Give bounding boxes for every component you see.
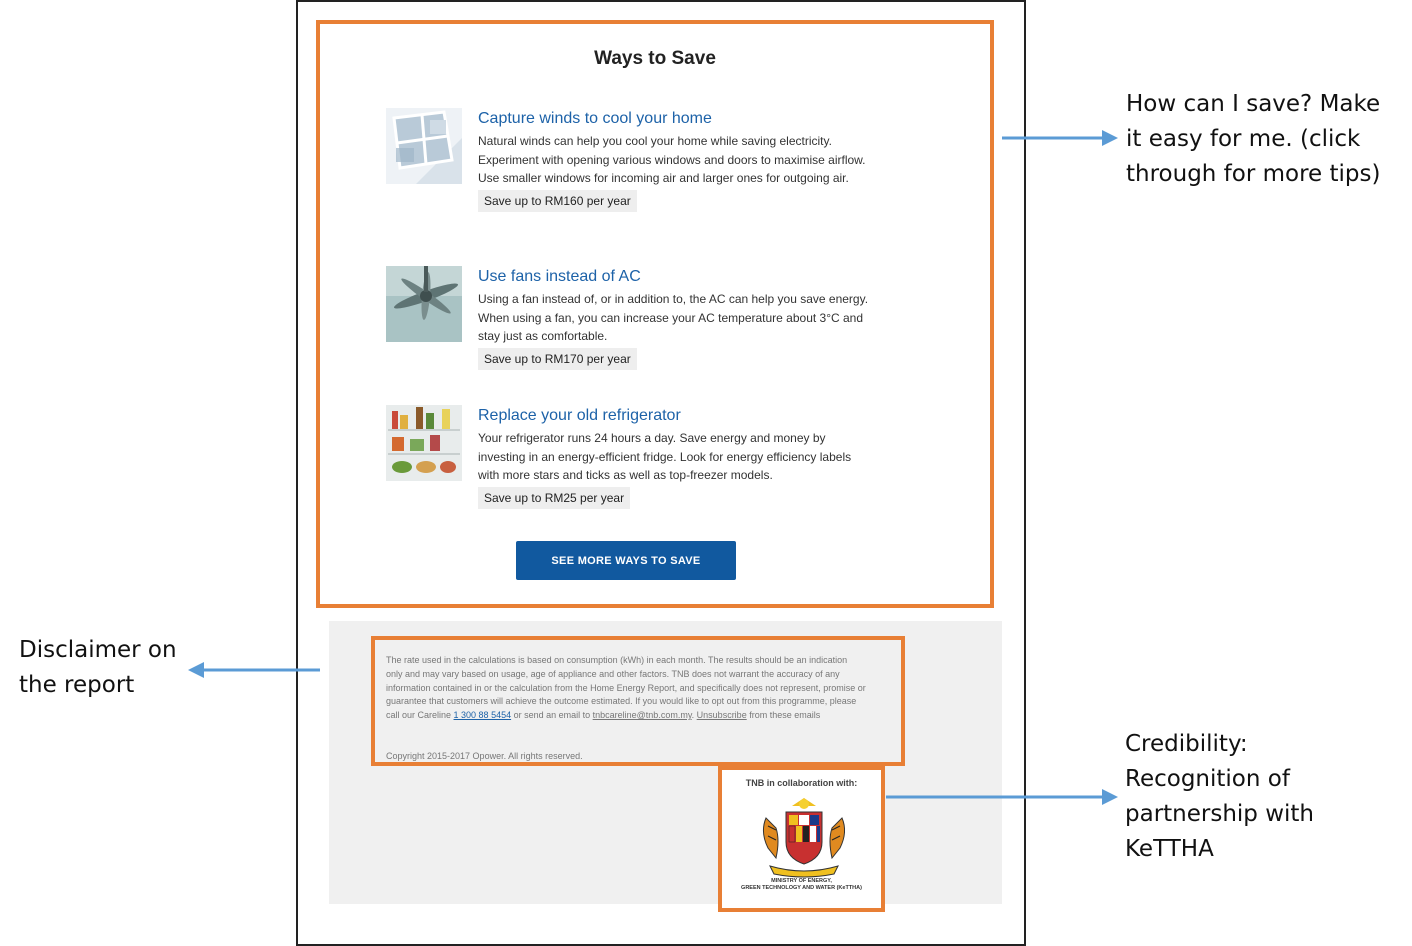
tip-description: Your refrigerator runs 24 hours a day. Save energy and money by investing in an energy-efficient fridge. Look for energy efficiency labels with more stars and ticks as well as top-freezer models.	[478, 431, 852, 482]
section-title: Ways to Save	[594, 48, 716, 69]
ministry-line: MINISTRY OF ENERGY,	[771, 878, 832, 884]
disclaimer-part: from these emails	[746, 710, 821, 721]
ministry-name	[722, 878, 881, 892]
annotation-line: through for more tips)	[1126, 161, 1381, 187]
annotation-line: Credibility:	[1125, 731, 1248, 757]
open-refrigerator-photo	[386, 405, 462, 481]
tip-body	[478, 405, 873, 509]
annotation-line: How can I save? Make	[1126, 91, 1381, 117]
malaysia-coat-of-arms-icon	[756, 796, 852, 878]
ceiling-fan-photo	[386, 266, 462, 342]
tip-title-link[interactable]: Replace your old refrigerator	[478, 407, 681, 424]
open-window-photo	[386, 108, 462, 184]
annotation-line: Disclaimer on	[19, 637, 177, 663]
tip-body	[478, 266, 873, 370]
unsubscribe-link[interactable]: Unsubscribe	[696, 710, 747, 721]
annotation-line: partnership with	[1125, 801, 1315, 827]
annotation-line: Recognition of	[1125, 766, 1290, 792]
annotation-save	[1126, 87, 1380, 192]
arrowhead-icon	[188, 662, 204, 678]
savings-badge: Save up to RM160 per year	[478, 190, 637, 212]
tip-body	[478, 108, 873, 212]
disclaimer-part: or send an email to	[511, 710, 593, 721]
partner-label: TNB in collaboration with:	[745, 778, 858, 788]
annotation-credibility	[1125, 727, 1314, 867]
copyright-text: Copyright 2015-2017 Opower. All rights reserved.	[386, 751, 583, 761]
annotation-line: it easy for me. (click	[1126, 126, 1361, 152]
ways-to-save-section	[316, 20, 994, 608]
tip-description: Using a fan instead of, or in addition to, the AC can help you save energy. When using a fan, you can increase your AC temperature about 3°C and stay just as comfortable.	[478, 292, 869, 343]
tip-title-link[interactable]: Capture winds to cool your home	[478, 110, 712, 127]
partner-recognition-box	[718, 766, 885, 912]
see-more-ways-to-save-button[interactable]: SEE MORE WAYS TO SAVE	[516, 541, 736, 580]
savings-badge: Save up to RM170 per year	[478, 348, 637, 370]
ministry-line: GREEN TECHNOLOGY AND WATER (KeTTHA)	[741, 885, 862, 891]
disclaimer-highlight-box	[371, 636, 905, 766]
careline-phone-link[interactable]: 1 300 88 5454	[453, 710, 512, 721]
tip-title-link[interactable]: Use fans instead of AC	[478, 268, 641, 285]
careline-email-link[interactable]: tnbcareline@tnb.com.my	[592, 710, 692, 721]
annotation-line: KeTTHA	[1125, 836, 1214, 862]
disclaimer-part: The rate used in the calculations is based on consumption (kWh) in each month. The results should be an indication only and may vary based on usage, age of appliance and other factors. TNB does not warrant the accuracy of any information contained in or the calculation from the Home Energy Report, and specifically does not represent, promise or guarantee that customers will achieve the outcome estimated. If you would like to opt out from this programme, please call our Careline	[386, 655, 866, 721]
separator: .	[691, 710, 697, 721]
annotation-line: the report	[19, 672, 135, 698]
tip-description: Natural winds can help you cool your home while saving electricity. Experiment with opening various windows and doors to maximise airflow. Use smaller windows for incoming air and larger ones for outgoing air.	[478, 134, 866, 185]
arrowhead-icon	[1102, 130, 1118, 146]
savings-badge: Save up to RM25 per year	[478, 487, 630, 509]
annotation-disclaimer	[19, 633, 177, 703]
arrowhead-icon	[1102, 789, 1118, 805]
